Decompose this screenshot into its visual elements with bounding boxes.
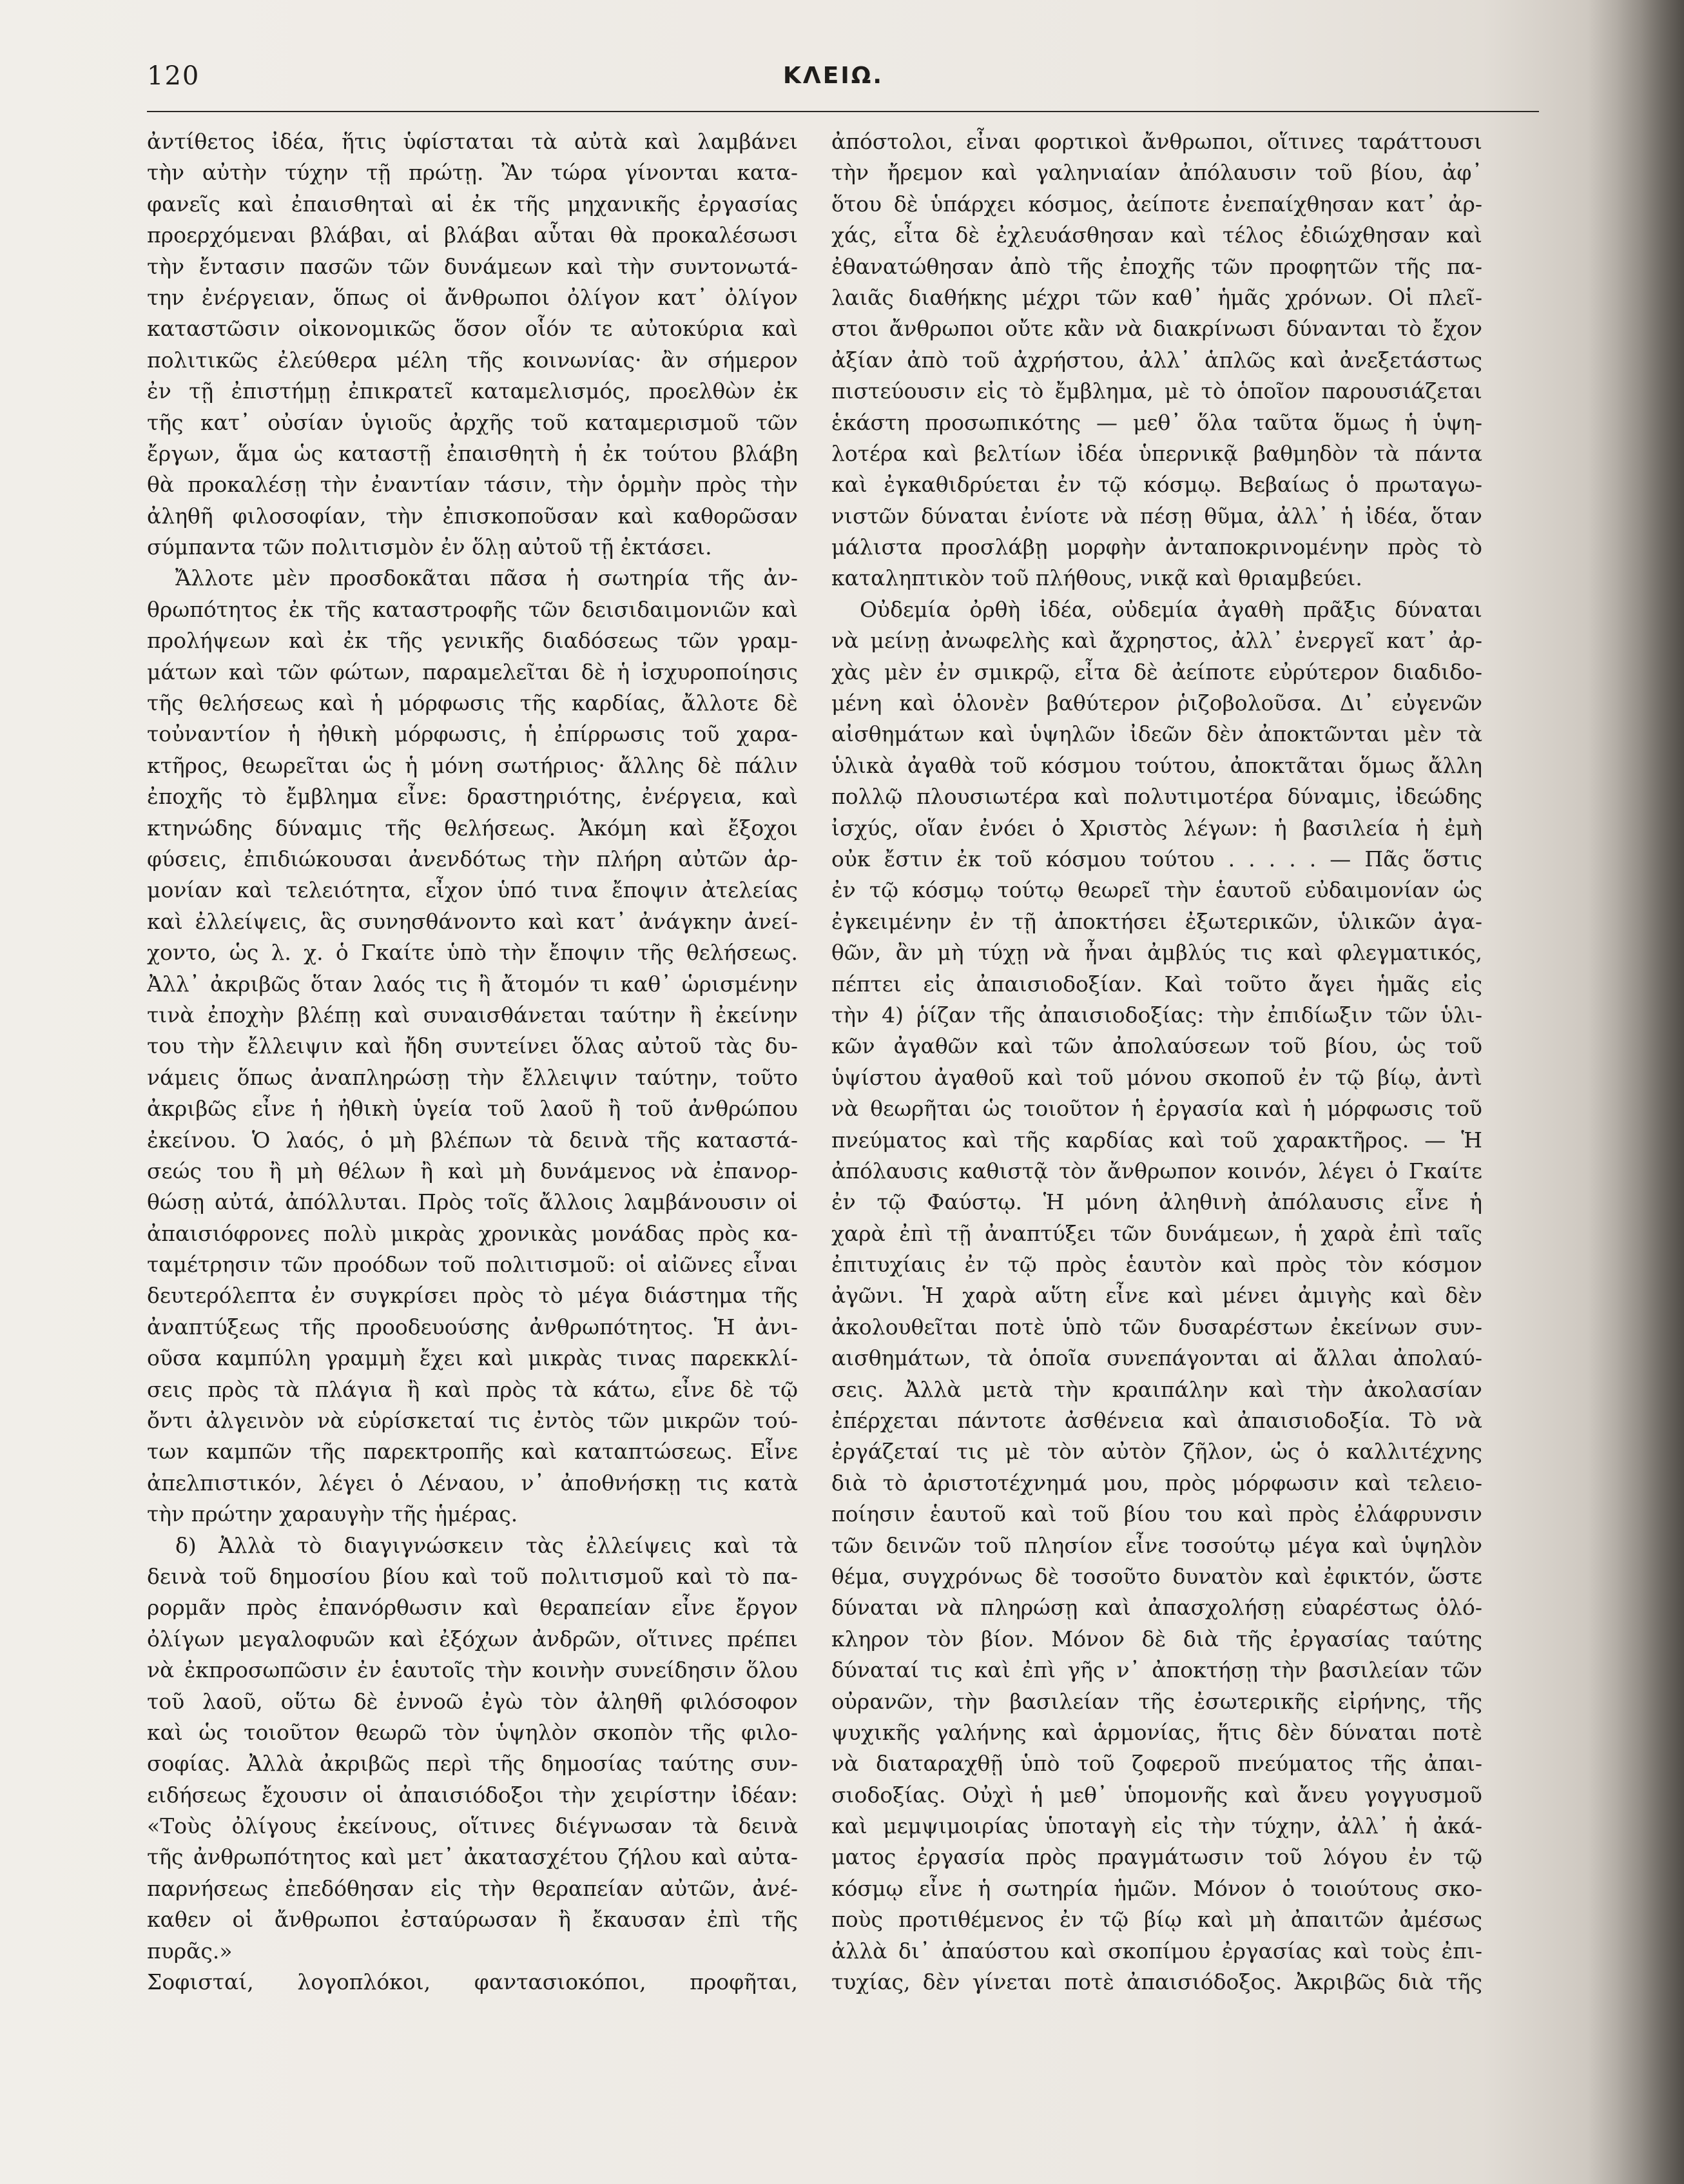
text-line: τὴν αὐτὴν τύχην τῇ πρώτῃ. Ἂν τώρα γίνονται κατα-: [147, 160, 798, 186]
text-line: χὰς μὲν ἐν σμικρῷ, εἶτα δὲ ἀείποτε εὐρύτερον διαδιδο-: [831, 659, 1482, 685]
text-line: ρορμᾶν πρὸς ἐπανόρθωσιν καὶ θεραπείαν εἶνε ἔργον: [147, 1595, 798, 1621]
text-line: θῶν, ἂν μὴ τύχῃ νὰ ἦναι ἀμβλύς τις καὶ φλεγματικός,: [831, 940, 1482, 966]
text-line: αἰσθημάτων καὶ ὑψηλῶν ἰδεῶν δὲν ἀποκτῶνται μὲν τὰ: [831, 721, 1482, 747]
text-line: ταμέτρησιν τῶν προόδων τοῦ πολιτισμοῦ: οἱ αἰῶνες εἶναι: [147, 1252, 798, 1278]
text-line: μάτων καὶ τῶν φώτων, παραμελεῖται δὲ ἡ ἰσχυροποίησις: [147, 659, 798, 685]
text-line: πέπτει εἰς ἀπαισιοδοξίαν. Καὶ τοῦτο ἄγει ἡμᾶς εἰς: [831, 971, 1482, 997]
text-line: την ἐνέργειαν, ὅπως οἱ ἄνθρωποι ὀλίγον κατ᾽ ὀλίγον: [147, 284, 798, 310]
text-line: μάλιστα προσλάβῃ μορφὴν ἀνταποκρινομένην πρὸς τὸ: [831, 534, 1482, 560]
text-line: κόσμῳ εἶνε ἡ σωτηρία ἡμῶν. Μόνον ὁ τοιούτους σκο-: [831, 1875, 1482, 1901]
text-line: σεώς του ἢ μὴ θέλων ἢ καὶ μὴ δυνάμενος νὰ ἐπανορ-: [147, 1158, 798, 1184]
text-line: δύναται νὰ πληρώσῃ καὶ ἀπασχολήσῃ εὐαρέστως ὁλό-: [831, 1595, 1482, 1621]
text-line: ἔργων, ἅμα ὡς καταστῇ ἐπαισθητὴ ἡ ἐκ τούτου βλάβη: [147, 440, 798, 466]
text-line: τῆς κατ᾽ οὐσίαν ὑγιοῦς ἀρχῆς τοῦ καταμερισμοῦ τῶν: [147, 409, 798, 435]
text-line: σύμπαντα τῶν πολιτισμὸν ἐν ὅλῃ αὐτοῦ τῇ ἐκτάσει.: [147, 534, 712, 560]
text-line: χαρὰ ἐπὶ τῇ ἀναπτύξει τῶν δυνάμεων, ἡ χαρὰ ἐπὶ ταῖς: [831, 1220, 1482, 1246]
text-line: ἐγκειμένην ἐν τῇ ἀποκτήσει ἐξωτερικῶν, ὑλικῶν ἀγα-: [831, 908, 1482, 934]
text-line: ἑκάστη προσωπικότης — μεθ᾽ ὅλα ταῦτα ὅμως ἡ ὑψη-: [831, 409, 1482, 435]
text-line: τῆς ἀνθρωπότητος καὶ μετ᾽ ἀκατασχέτου ζήλου καὶ αὐτα-: [147, 1844, 798, 1870]
text-line: τὴν ἤρεμον καὶ γαληνιαίαν ἀπόλαυσιν τοῦ βίου, ἀφ᾽: [831, 160, 1482, 186]
text-line: τὴν πρώτην χαραυγὴν τῆς ἡμέρας.: [147, 1501, 518, 1527]
text-line: ὑψίστου ἀγαθοῦ καὶ τοῦ μόνου σκοποῦ ἐν τῷ βίῳ, ἀντὶ: [831, 1064, 1482, 1090]
text-line: τὴν ἔντασιν πασῶν τῶν δυνάμεων καὶ τὴν συντονωτά-: [147, 253, 798, 279]
text-line: μονίαν καὶ τελειότητα, εἶχον ὑπό τινα ἔποψιν ἀτελείας: [147, 877, 798, 903]
text-line: ποίησιν ἑαυτοῦ καὶ τοῦ βίου του καὶ πρὸς ἐλάφρυνσιν: [831, 1501, 1482, 1527]
text-line: ὑλικὰ ἀγαθὰ τοῦ κόσμου τούτου, ἀποκτᾶται ὅμως ἄλλη: [831, 752, 1482, 778]
text-line: ἰσχύς, οἵαν ἐνόει ὁ Χριστὸς λέγων: ἡ βασιλεία ἡ ἐμὴ: [831, 815, 1482, 841]
text-line: «Τοὺς ὀλίγους ἐκείνους, οἵτινες διέγνωσαν τὰ δεινὰ: [147, 1813, 798, 1839]
text-line: κτηνώδης δύναμις τῆς θελήσεως. Ἀκόμη καὶ ἔξοχοι: [147, 815, 798, 841]
text-line: καὶ ἐγκαθιδρύεται ἐν τῷ κόσμῳ. Βεβαίως ὁ πρωταγω-: [831, 472, 1482, 498]
text-line: ὄντι ἀλγεινὸν νὰ εὑρίσκεταί τις ἐντὸς τῶν μικρῶν τού-: [147, 1408, 798, 1434]
text-line: ἐν τῇ ἐπιστήμῃ ἐπικρατεῖ καταμελισμός, προελθὼν ἐκ: [147, 378, 798, 404]
text-line: ἐπέρχεται πάντοτε ἀσθένεια καὶ ἀπαισιοδοξία. Τὸ νὰ: [831, 1408, 1482, 1434]
text-line: τοὐναντίον ἡ ἠθικὴ μόρφωσις, ἡ ἐπίρρωσις τοῦ χαρα-: [147, 721, 798, 747]
text-line: ἀξίαν ἀπὸ τοῦ ἀχρήστου, ἀλλ᾽ ἁπλῶς καὶ ἀνεξετάστως: [831, 347, 1482, 373]
text-line: ἀπόστολοι, εἶναι φορτικοὶ ἄνθρωποι, οἵτινες ταράττουσι: [831, 129, 1482, 154]
text-line: καὶ ὡς τοιοῦτον θεωρῶ τὸν ὑψηλὸν σκοπὸν τῆς φιλο-: [147, 1719, 798, 1745]
text-line: πολλῷ πλουσιωτέρα καὶ πολυτιμοτέρα δύναμις, ἰδεώδης: [831, 784, 1482, 810]
header-rule: [147, 111, 1539, 112]
text-line: προλήψεων καὶ ἐκ τῆς γενικῆς διαδόσεως τῶν γραμ-: [147, 628, 798, 654]
text-line: τυχίας, δὲν γίνεται ποτὲ ἀπαισιόδοξος. Ἀκριβῶς διὰ τῆς: [831, 1969, 1482, 1995]
text-line: του τὴν ἔλλειψιν καὶ ἤδη συντείνει ὅλας αὐτοῦ τὰς δυ-: [147, 1033, 798, 1059]
text-line: ἐν τῷ κόσμῳ τούτῳ θεωρεῖ τὴν ἑαυτοῦ εὐδαιμονίαν ὡς: [831, 877, 1482, 903]
text-line: νὰ μείνῃ ἀνωφελὴς καὶ ἄχρηστος, ἀλλ᾽ ἐνεργεῖ κατ᾽ ἀρ-: [831, 628, 1482, 654]
text-line: πυρᾶς.»: [147, 1938, 233, 1964]
text-line: νάμεις ὅπως ἀναπληρώσῃ τὴν ἔλλειψιν ταύτην, τοῦτο: [147, 1064, 798, 1090]
text-line: καταστῶσιν οἰκονομικῶς ὅσον οἷόν τε αὐτοκύρια καὶ: [147, 316, 798, 342]
text-line: πιστεύουσιν εἰς τὸ ἔμβλημα, μὲ τὸ ὁποῖον παρουσιάζεται: [831, 378, 1482, 404]
text-line: φανεῖς καὶ ἐπαισθηταὶ αἱ ἐκ τῆς μηχανικῆς ἐργασίας: [147, 191, 798, 217]
text-line: δευτερόλεπτα ἐν συγκρίσει πρὸς τὸ μέγα διάστημα τῆς: [147, 1283, 798, 1309]
text-line: δ) Ἀλλὰ τὸ διαγιγνώσκειν τὰς ἐλλείψεις καὶ τὰ: [175, 1532, 798, 1558]
text-line: καὶ μεμψιμοιρίας ὑποταγὴ εἰς τὴν τύχην, ἀλλ᾽ ἡ ἀκά-: [831, 1813, 1482, 1839]
text-line: τῆς θελήσεως καὶ ἡ μόρφωσις τῆς καρδίας, ἄλλοτε δὲ: [147, 690, 798, 716]
text-line: Ἀλλ᾽ ἀκριβῶς ὅταν λαός τις ἢ ἄτομόν τι καθ᾽ ὡρισμένην: [147, 971, 798, 997]
text-line: ἀπόλαυσις καθιστᾷ τὸν ἄνθρωπον κοινόν, λέγει ὁ Γκαίτε: [831, 1158, 1482, 1184]
text-line: στοι ἄνθρωποι οὔτε κἂν νὰ διακρίνωσι δύνανται τὸ ἔχον: [831, 316, 1482, 342]
text-line: σοφίας. Ἀλλὰ ἀκριβῶς περὶ τῆς δημοσίας ταύτης συν-: [147, 1751, 798, 1777]
text-line: ἐπιτυχίαις ἐν τῷ πρὸς ἑαυτὸν καὶ πρὸς τὸν κόσμον: [831, 1252, 1482, 1278]
text-line: ποὺς προτιθέμενος ἐν τῷ βίῳ καὶ μὴ ἀπαιτῶν ἀμέσως: [831, 1907, 1482, 1933]
text-line: κληρον τὸν βίον. Μόνον δὲ διὰ τῆς ἐργασίας ταύτης: [831, 1626, 1482, 1652]
text-line: ἐποχῆς τὸ ἔμβλημα εἶνε: δραστηριότης, ἐνέργεια, καὶ: [147, 784, 798, 810]
text-line: καὶ ἐλλείψεις, ἃς συνησθάνοντο καὶ κατ᾽ ἀνάγκην ἀνεί-: [147, 908, 798, 934]
text-line: Ἄλλοτε μὲν προσδοκᾶται πᾶσα ἡ σωτηρία τῆς ἀν-: [175, 565, 798, 591]
text-line: πολιτικῶς ἐλεύθερα μέλη τῆς κοινωνίας· ἂν σήμερον: [147, 347, 798, 373]
text-line: νὰ ἐκπροσωπῶσιν ἐν ἑαυτοῖς τὴν κοινὴν συνείδησιν ὅλου: [147, 1657, 798, 1683]
text-line: φύσεις, ἐπιδιώκουσαι ἀνενδότως τὴν πλήρη αὐτῶν ἁρ-: [147, 846, 798, 872]
page-header: [147, 57, 1520, 95]
text-line: ἀκριβῶς εἶνε ἡ ἠθικὴ ὑγεία τοῦ λαοῦ ἢ τοῦ ἀνθρώπου: [147, 1096, 798, 1122]
text-line: ἀπαισιόφρονες πολὺ μικρὰς χρονικὰς μονάδας πρὸς κα-: [147, 1220, 798, 1246]
text-line: θὰ προκαλέσῃ τὴν ἐναντίαν τάσιν, τὴν ὁρμὴν πρὸς τὴν: [147, 472, 798, 498]
text-line: σεις πρὸς τὰ πλάγια ἢ καὶ πρὸς τὰ κάτω, εἶνε δὲ τῷ: [147, 1376, 798, 1402]
right-column: [831, 126, 1482, 2138]
text-line: μένη καὶ ὁλονὲν βαθύτερον ῥιζοβολοῦσα. Δι᾽ εὐγενῶν: [831, 690, 1482, 716]
text-line: κῶν ἀγαθῶν καὶ τῶν ἀπολαύσεων τοῦ βίου, ὡς τοῦ: [831, 1033, 1482, 1059]
text-line: ἀληθῆ φιλοσοφίαν, τὴν ἐπισκοποῦσαν καὶ καθορῶσαν: [147, 503, 798, 529]
text-line: Οὐδεμία ὀρθὴ ἰδέα, οὐδεμία ἀγαθὴ πρᾶξις δύναται: [860, 596, 1482, 622]
running-head: ΚΛΕΙΩ.: [782, 63, 884, 89]
left-column: [147, 126, 798, 2138]
text-line: ἀκολουθεῖται ποτὲ ὑπὸ τῶν δυσαρέστων ἐκείνων συν-: [831, 1314, 1482, 1340]
text-line: ἀλλὰ δι᾽ ἀπαύστου καὶ σκοπίμου ἐργασίας καὶ τοὺς ἐπι-: [831, 1938, 1482, 1964]
text-line: τινὰ ἐποχὴν βλέπῃ καὶ συναισθάνεται ταύτην ἢ ἐκείνην: [147, 1002, 798, 1028]
text-line: πνεύματος καὶ τῆς καρδίας καὶ τοῦ χαρακτῆρος. — Ἡ: [831, 1127, 1482, 1153]
text-line: Σοφισταί, λογοπλόκοι, φαντασιοκόποι, προφῆται,: [147, 1969, 798, 1995]
text-line: ἀντίθετος ἰδέα, ἥτις ὑφίσταται τὰ αὐτὰ καὶ λαμβάνει: [147, 129, 798, 154]
text-line: ματος ἐργασία πρὸς πραγμάτωσιν τοῦ λόγου ἐν τῷ: [831, 1844, 1482, 1870]
text-line: καταληπτικὸν τοῦ πλήθους, νικᾷ καὶ θριαμβεύει.: [831, 565, 1362, 591]
text-line: ψυχικῆς γαλήνης καὶ ἁρμονίας, ἥτις δὲν δύναται ποτὲ: [831, 1719, 1482, 1745]
text-line: ἀγῶνι. Ἡ χαρὰ αὕτη εἶνε καὶ μένει ἀμιγὴς καὶ δὲν: [831, 1283, 1482, 1309]
page-number: 120: [147, 61, 200, 91]
text-line: ειδήσεως ἔχουσιν οἱ ἀπαισιόδοξοι τὴν χειρίστην ἰδέαν:: [147, 1782, 798, 1808]
text-line: νὰ διαταραχθῇ ὑπὸ τοῦ ζοφεροῦ πνεύματος τῆς ἀπαι-: [831, 1751, 1482, 1777]
text-line: θέμα, συγχρόνως δὲ τοσοῦτο δυνατὸν καὶ ἐφικτόν, ὥστε: [831, 1563, 1482, 1589]
text-line: νιστῶν δύναται ἐνίοτε νὰ πέσῃ θῦμα, ἀλλ᾽ ἡ ἰδέα, ὅταν: [831, 503, 1482, 529]
text-line: τὴν 4) ῥίζαν τῆς ἀπαισιοδοξίας: τὴν ἐπιδίωξιν τῶν ὑλι-: [831, 1002, 1482, 1028]
text-line: σιοδοξίας. Οὐχὶ ἡ μεθ᾽ ὑπομονῆς καὶ ἄνευ γογγυσμοῦ: [831, 1782, 1482, 1808]
text-line: αισθημάτων, τὰ ὁποῖα συνεπάγονται αἱ ἄλλαι ἀπολαύ-: [831, 1345, 1482, 1371]
text-line: ἐθανατώθησαν ἀπὸ τῆς ἐποχῆς τῶν προφητῶν τῆς πα-: [831, 253, 1482, 279]
text-line: δεινὰ τοῦ δημοσίου βίου καὶ τοῦ πολιτισμοῦ καὶ τὸ πα-: [147, 1563, 798, 1589]
text-line: λαιᾶς διαθήκης μέχρι τῶν καθ᾽ ἡμᾶς χρόνων. Οἱ πλεῖ-: [831, 284, 1482, 310]
text-line: σεις. Ἀλλὰ μετὰ τὴν κραιπάλην καὶ τὴν ἀκολασίαν: [831, 1376, 1482, 1402]
page-fold-shadow: [1587, 0, 1684, 2184]
text-line: οῦσα καμπύλη γραμμὴ ἔχει καὶ μικρὰς τινας παρεκκλί-: [147, 1345, 798, 1371]
text-line: νὰ θεωρῆται ὡς τοιοῦτον ἡ ἐργασία καὶ ἡ μόρφωσις τοῦ: [831, 1096, 1482, 1122]
text-line: καθεν οἱ ἄνθρωποι ἐσταύρωσαν ἢ ἔκαυσαν ἐπὶ τῆς: [147, 1907, 798, 1933]
text-line: χάς, εἶτα δὲ ἐχλευάσθησαν καὶ τέλος ἐδιώχθησαν καὶ: [831, 222, 1482, 248]
text-line: τοῦ λαοῦ, οὕτω δὲ ἐννοῶ ἐγὼ τὸν ἀληθῆ φιλόσοφον: [147, 1688, 798, 1714]
text-line: λοτέρα καὶ βελτίων ἰδέα ὑπερνικᾷ βαθμηδὸν τὰ πάντα: [831, 440, 1482, 466]
text-line: οὐρανῶν, τὴν βασιλείαν τῆς ἐσωτερικῆς εἰρήνης, τῆς: [831, 1688, 1482, 1714]
text-line: ὀλίγων μεγαλοφυῶν καὶ ἐξόχων ἀνδρῶν, οἵτινες πρέπει: [147, 1626, 798, 1652]
text-line: ἐν τῷ Φαύστῳ. Ἡ μόνη ἀληθινὴ ἀπόλαυσις εἶνε ἡ: [831, 1189, 1482, 1215]
text-line: οὐκ ἔστιν ἐκ τοῦ κόσμου τούτου . . . . . — Πᾶς ὅστις: [831, 846, 1482, 872]
text-line: κτῆρος, θεωρεῖται ὡς ἡ μόνη σωτήριος· ἄλλης δὲ πάλιν: [147, 752, 798, 778]
text-line: θρωπότητος ἐκ τῆς καταστροφῆς τῶν δεισιδαιμονιῶν καὶ: [147, 596, 798, 622]
text-line: προερχόμεναι βλάβαι, αἱ βλάβαι αὗται θὰ προκαλέσωσι: [147, 222, 798, 248]
text-line: παρνήσεως ἐπεδόθησαν εἰς τὴν θεραπείαν αὐτῶν, ἀνέ-: [147, 1875, 798, 1901]
text-line: θώσῃ αὐτά, ἀπόλλυται. Πρὸς τοῖς ἄλλοις λαμβάνουσιν οἱ: [147, 1189, 798, 1215]
text-line: τῶν δεινῶν τοῦ πλησίον εἶνε τοσούτῳ μέγα καὶ ὑψηλὸν: [831, 1532, 1482, 1558]
text-line: δύναταί τις καὶ ἐπὶ γῆς ν᾽ ἀποκτήσῃ τὴν βασιλείαν τῶν: [831, 1657, 1482, 1683]
text-line: ὅτου δὲ ὑπάρχει κόσμος, ἀείποτε ἐνεπαίχθησαν κατ᾽ ἀρ-: [831, 191, 1482, 217]
text-line: ἀπελπιστικόν, λέγει ὁ Λέναου, ν᾽ ἀποθνήσκῃ τις κατὰ: [147, 1470, 798, 1496]
text-line: ἐκείνου. Ὁ λαός, ὁ μὴ βλέπων τὰ δεινὰ τῆς καταστά-: [147, 1127, 798, 1153]
text-line: ἀναπτύξεως τῆς προοδευούσης ἀνθρωπότητος. Ἡ ἀνι-: [147, 1314, 798, 1340]
text-line: διὰ τὸ ἀριστοτέχνημά μου, πρὸς μόρφωσιν καὶ τελειο-: [831, 1470, 1482, 1496]
text-line: χοντο, ὡς λ. χ. ὁ Γκαίτε ὑπὸ τὴν ἔποψιν τῆς θελήσεως.: [147, 940, 798, 966]
text-line: των καμπῶν τῆς παρεκτροπῆς καὶ καταπτώσεως. Εἶνε: [147, 1439, 798, 1465]
text-line: ἐργάζεταί τις μὲ τὸν αὐτὸν ζῆλον, ὡς ὁ καλλιτέχνης: [831, 1439, 1482, 1465]
